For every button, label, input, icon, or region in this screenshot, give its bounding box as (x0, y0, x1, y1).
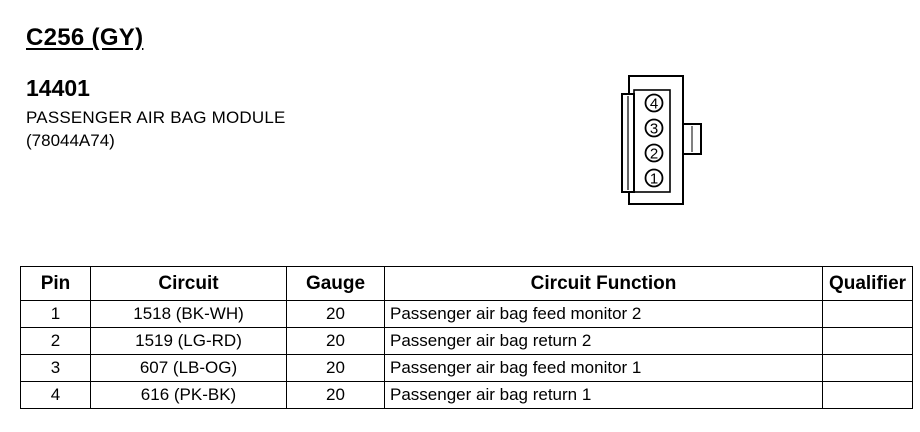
pin-circle (646, 120, 663, 138)
cell-qualifier (823, 355, 913, 382)
pin-circle (646, 170, 663, 188)
cell-gauge: 20 (287, 382, 385, 409)
header-gauge: Gauge (287, 267, 385, 301)
pin-label: 2 (649, 145, 659, 163)
table-row (21, 355, 913, 382)
part-number: 14401 (26, 75, 90, 101)
table-row (21, 301, 913, 328)
header-qualifier: Qualifier (823, 267, 913, 301)
pin-table (20, 266, 913, 409)
pin-circle (646, 95, 663, 113)
cell-pin: 2 (21, 328, 91, 355)
cell-function: Passenger air bag return 1 (385, 382, 823, 409)
cell-qualifier (823, 382, 913, 409)
module-code: (78044A74) (26, 131, 115, 150)
cell-function: Passenger air bag feed monitor 2 (385, 301, 823, 328)
header-pin: Pin (21, 267, 91, 301)
cell-pin: 1 (21, 301, 91, 328)
cell-pin: 4 (21, 382, 91, 409)
header-circuit: Circuit (91, 267, 287, 301)
header-circuit-function: Circuit Function (385, 267, 823, 301)
cell-pin: 3 (21, 355, 91, 382)
connector-face-diagram (612, 70, 712, 210)
pin-label: 1 (649, 170, 659, 188)
table-row (21, 328, 913, 355)
module-name: PASSENGER AIR BAG MODULE (26, 108, 286, 127)
connector-id: C256 (GY) (26, 24, 144, 51)
table-row (21, 382, 913, 409)
pin-circle (646, 145, 663, 163)
pin-label: 3 (649, 120, 659, 138)
table-header-row (21, 267, 913, 301)
cell-gauge: 20 (287, 355, 385, 382)
cell-function: Passenger air bag return 2 (385, 328, 823, 355)
cell-gauge: 20 (287, 328, 385, 355)
cell-gauge: 20 (287, 301, 385, 328)
cell-circuit: 616 (PK-BK) (91, 382, 287, 409)
pin-label: 4 (649, 95, 659, 113)
cell-qualifier (823, 328, 913, 355)
cell-circuit: 1518 (BK-WH) (91, 301, 287, 328)
cell-circuit: 607 (LB-OG) (91, 355, 287, 382)
cell-qualifier (823, 301, 913, 328)
cell-circuit: 1519 (LG-RD) (91, 328, 287, 355)
cell-function: Passenger air bag feed monitor 1 (385, 355, 823, 382)
